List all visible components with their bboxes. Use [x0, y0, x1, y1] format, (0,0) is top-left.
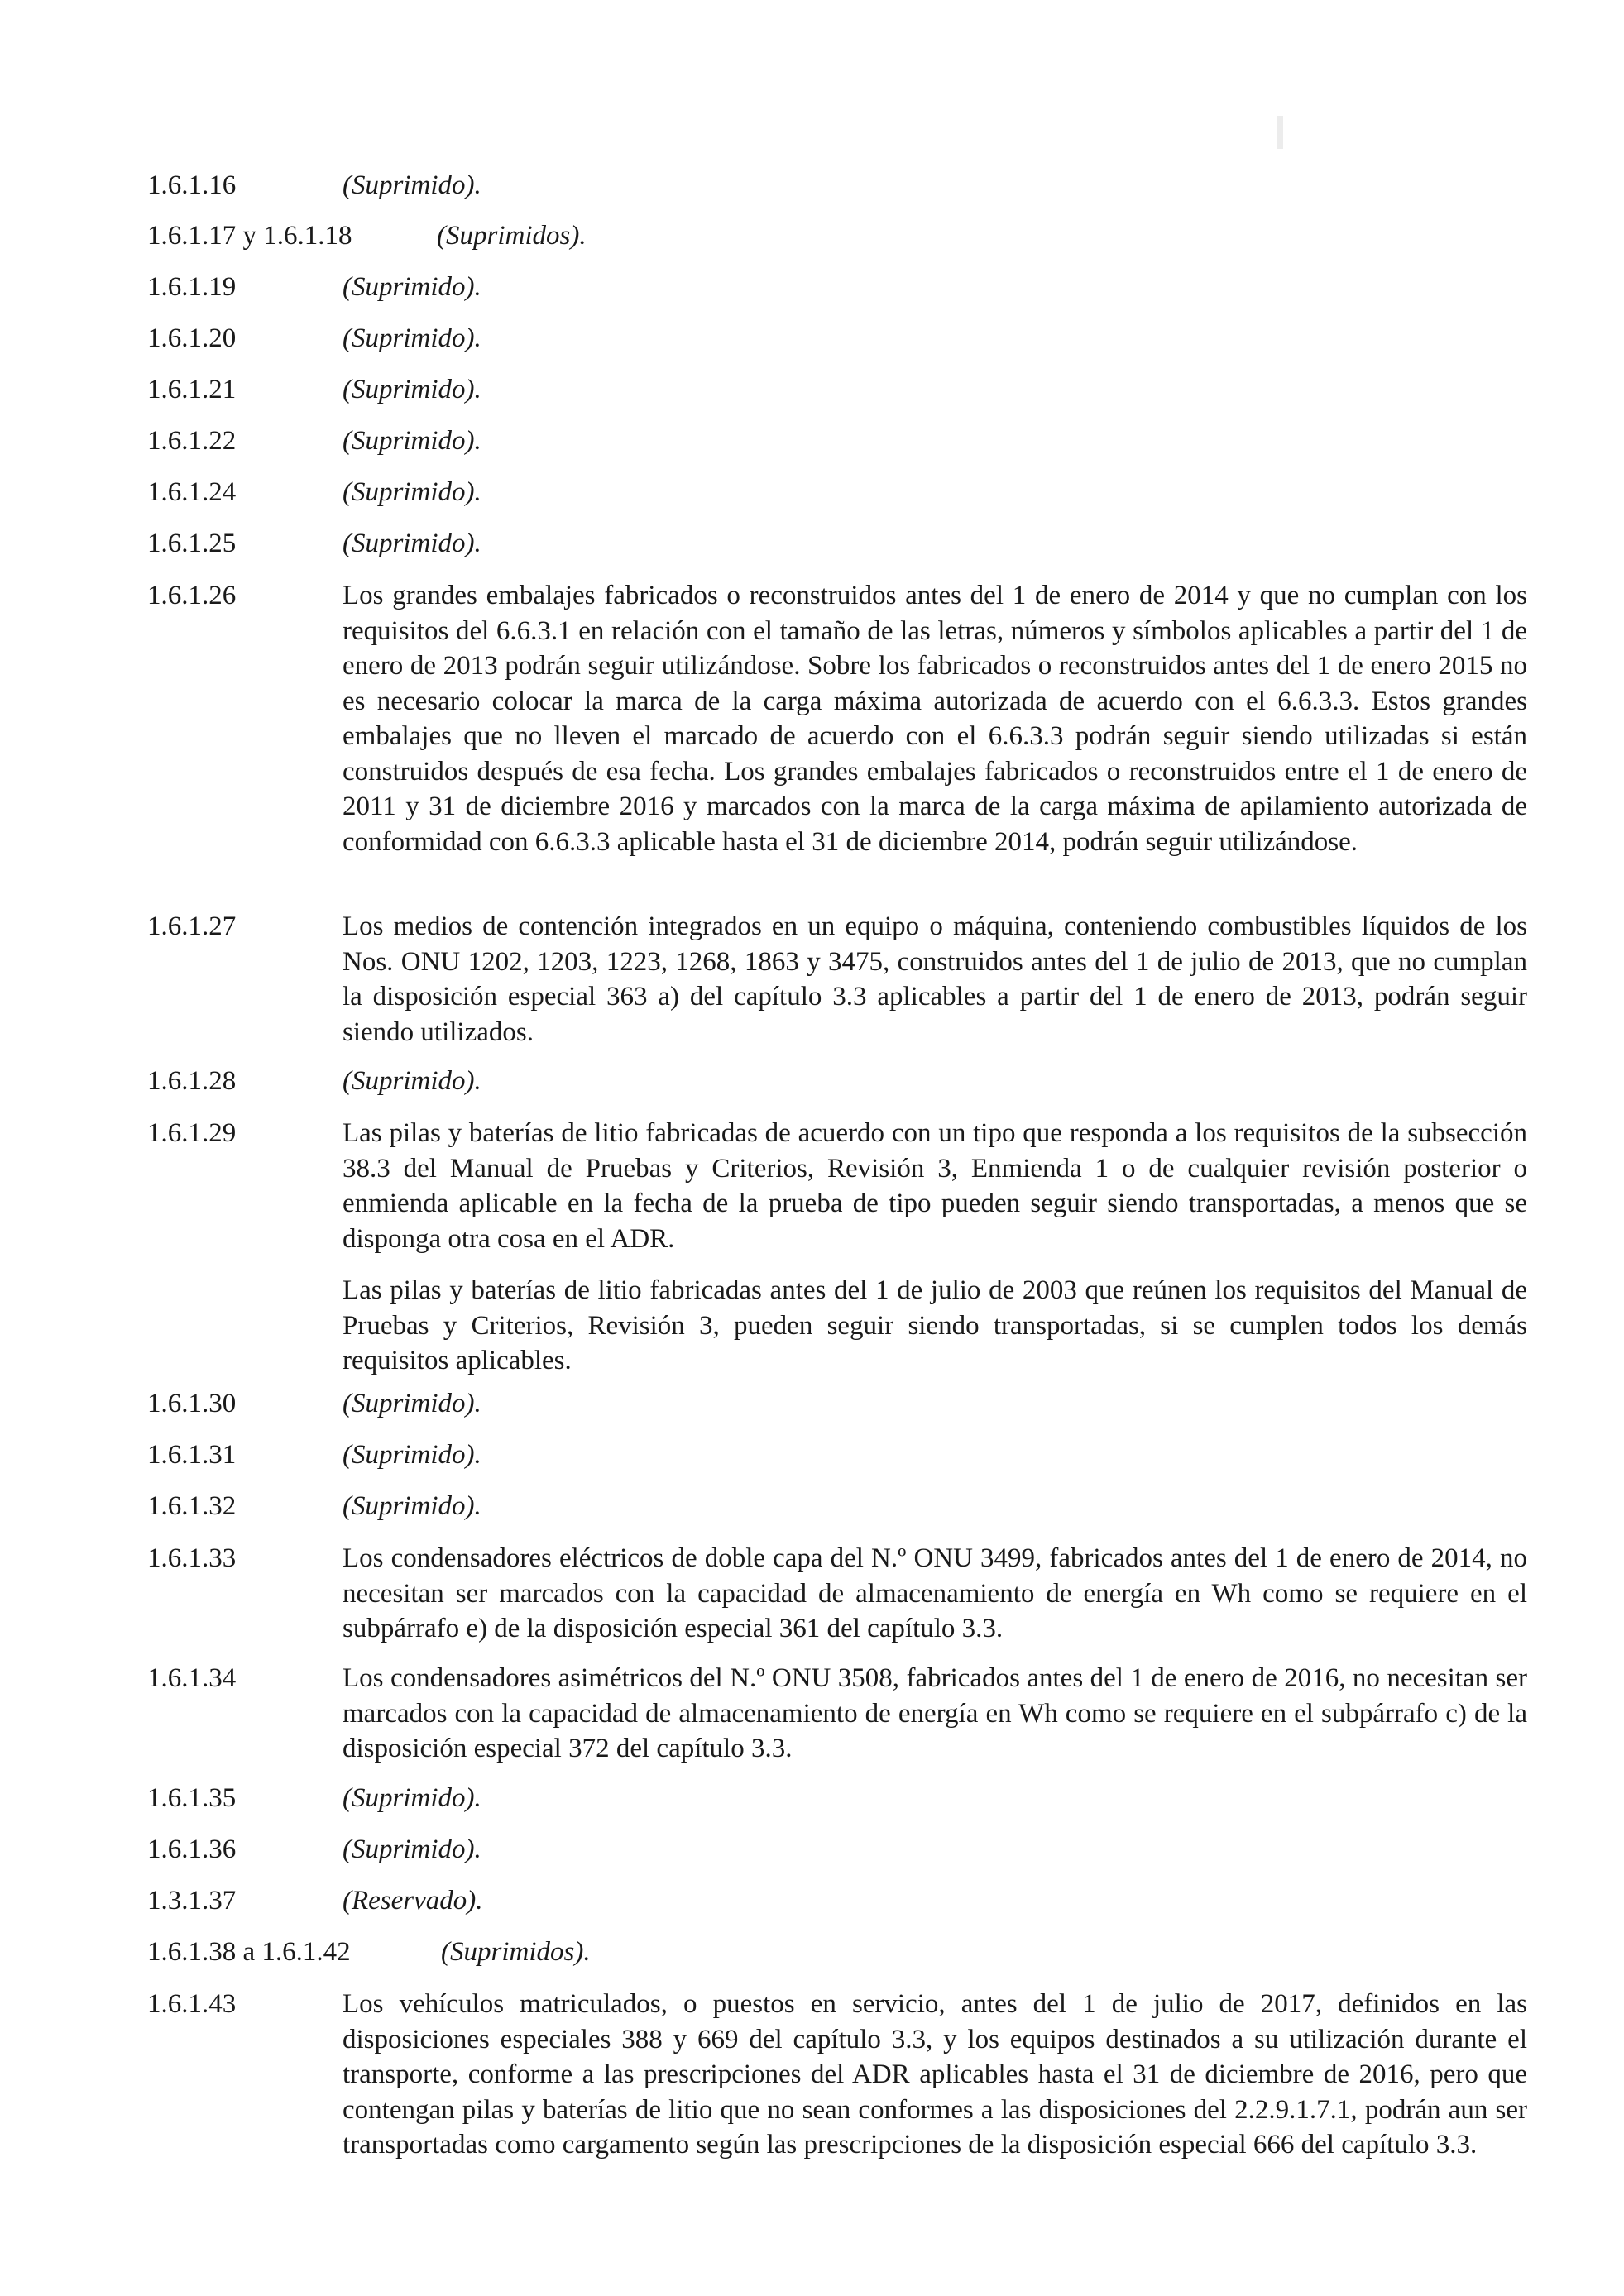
entry-number: 1.6.1.27	[147, 911, 237, 941]
entry-1-6-1-31	[147, 1437, 1527, 1473]
entry-1-3-1-37	[147, 1883, 1527, 1919]
entry-1-6-1-26	[147, 578, 1527, 859]
entry-paragraph: Los medios de contención integrados en un equipo o máquina, conteniendo combustibles líquidos de los Nos. ONU 1202, 1203, 1223, 1268, 1863 y 3475, construidos antes del 1 de julio de 2013, que no cumplan la disposición especial 363 a) del capítulo 3.3 aplicables a partir del 1 de enero de 2013, podrán seguir siendo utilizados.	[343, 911, 1527, 1047]
entry-number: 1.6.1.21	[147, 375, 237, 404]
entry-text: (Suprimido).	[343, 1389, 481, 1418]
entry-1-6-1-30	[147, 1386, 1527, 1422]
entry-text: (Suprimido).	[343, 1440, 481, 1470]
entry-text: (Suprimido).	[343, 1066, 481, 1096]
entry-number: 1.6.1.36	[147, 1834, 237, 1864]
entry-1-6-1-32	[147, 1489, 1527, 1524]
entry-1-6-1-43	[147, 1987, 1527, 2163]
entry-text: (Reservado).	[343, 1886, 483, 1916]
entry-1-6-1-22	[147, 423, 1527, 459]
entry-text: (Suprimido).	[343, 272, 481, 302]
entry-1-6-1-20	[147, 321, 1527, 356]
entry-paragraph: Las pilas y baterías de litio fabricadas antes del 1 de julio de 2003 que reúnen los requisitos del Manual de Pruebas y Criterios, Revisión 3, pueden seguir siendo transportadas, si se cumplen todos los demás requisitos aplicables.	[343, 1275, 1527, 1375]
entry-1-6-1-21	[147, 372, 1527, 408]
entry-text: (Suprimido).	[343, 375, 481, 404]
entry-1-6-1-38-42	[147, 1935, 1527, 1970]
entry-1-6-1-34	[147, 1661, 1527, 1767]
entry-1-6-1-16	[147, 168, 1527, 203]
entry-text: (Suprimidos).	[437, 221, 587, 251]
entry-number: 1.6.1.33	[147, 1543, 237, 1573]
entry-paragraph: Las pilas y baterías de litio fabricadas de acuerdo con un tipo que responda a los requisitos de la subsección 38.3 del Manual de Pruebas y Criterios, Revisión 3, Enmienda 1 o de cualquier revisión posterior o enmienda aplicable en la fecha de la prueba de tipo pueden seguir siendo transportadas, a menos que se disponga otra cosa en el ADR.	[343, 1118, 1527, 1254]
entry-number: 1.6.1.32	[147, 1491, 237, 1521]
entry-1-6-1-33	[147, 1541, 1527, 1647]
entry-1-6-1-36	[147, 1832, 1527, 1868]
entry-number: 1.6.1.24	[147, 477, 237, 507]
entry-1-6-1-24	[147, 475, 1527, 510]
entry-number: 1.6.1.25	[147, 529, 237, 558]
entry-paragraph: Los vehículos matriculados, o puestos en servicio, antes del 1 de julio de 2017, definidos en las disposiciones especiales 388 y 669 del capítulo 3.3, y los equipos destinados a su utilización durante el transporte, conforme a las prescripciones del ADR aplicables hasta el 31 de diciembre de 2016, pero que contengan pilas y baterías de litio que no sean conformes a las disposiciones del 2.2.9.1.7.1, podrán aun ser transportadas como cargamento según las prescripciones de la disposición especial 666 del capítulo 3.3.	[343, 1989, 1527, 2160]
entry-1-6-1-28	[147, 1064, 1527, 1099]
entry-number: 1.6.1.19	[147, 272, 237, 302]
entry-text: (Suprimido).	[343, 323, 481, 353]
entry-number: 1.6.1.29	[147, 1118, 237, 1148]
entry-number: 1.6.1.20	[147, 323, 237, 353]
entry-1-6-1-35	[147, 1781, 1527, 1816]
entry-paragraph: Los condensadores eléctricos de doble capa del N.º ONU 3499, fabricados antes del 1 de enero de 2014, no necesitan ser marcados con la capacidad de almacenamiento de energía en Wh como se requiere en el subpárrafo e) de la disposición especial 361 del capítulo 3.3.	[343, 1543, 1527, 1643]
entry-number: 1.6.1.35	[147, 1783, 237, 1813]
entry-1-6-1-17-18	[147, 218, 1527, 254]
entry-text: (Suprimido).	[343, 1783, 481, 1813]
entry-number: 1.3.1.37	[147, 1886, 237, 1916]
scan-artifact	[1277, 116, 1283, 149]
entry-paragraph: Los condensadores asimétricos del N.º ONU 3508, fabricados antes del 1 de enero de 2016, no necesitan ser marcados con la capacidad de almacenamiento de energía en Wh como se requiere en el subpárrafo c) de la disposición especial 372 del capítulo 3.3.	[343, 1663, 1527, 1763]
entry-number: 1.6.1.22	[147, 426, 237, 456]
entry-text: (Suprimido).	[343, 170, 481, 200]
entry-number: 1.6.1.17 y 1.6.1.18	[147, 221, 352, 251]
entry-text: (Suprimido).	[343, 426, 481, 456]
entry-number: 1.6.1.43	[147, 1989, 237, 2019]
entry-text: (Suprimidos).	[441, 1937, 591, 1967]
entry-number: 1.6.1.16	[147, 170, 237, 200]
entry-paragraph: Los grandes embalajes fabricados o reconstruidos antes del 1 de enero de 2014 y que no cumplan con los requisitos del 6.6.3.1 en relación con el tamaño de las letras, números y símbolos aplicables a partir del 1 de enero de 2013 podrán seguir utilizándose. Sobre los fabricados o reconstruidos antes del 1 de enero 2015 no es necesario colocar la marca de la carga máxima autorizada de acuerdo con el 6.6.3.3. Estos grandes embalajes que no lleven el marcado de acuerdo con el 6.6.3.3 podrán seguir siendo utilizadas si están construidos después de esa fecha. Los grandes embalajes fabricados o reconstruidos entre el 1 de enero de 2011 y 31 de diciembre 2016 y marcados con la marca de la carga máxima de apilamiento autorizada de conformidad con 6.6.3.3 aplicable hasta el 31 de diciembre 2014, podrán seguir utilizándose.	[343, 581, 1527, 857]
entry-number: 1.6.1.38 a 1.6.1.42	[147, 1937, 351, 1967]
entry-text: (Suprimido).	[343, 529, 481, 558]
entry-1-6-1-29	[147, 1116, 1527, 1379]
entry-1-6-1-19	[147, 270, 1527, 305]
entry-number: 1.6.1.28	[147, 1066, 237, 1096]
entry-text: (Suprimido).	[343, 1834, 481, 1864]
entry-text: (Suprimido).	[343, 477, 481, 507]
entry-number: 1.6.1.26	[147, 581, 237, 610]
entry-number: 1.6.1.34	[147, 1663, 237, 1693]
entry-1-6-1-25	[147, 526, 1527, 562]
entry-1-6-1-27	[147, 909, 1527, 1050]
entry-number: 1.6.1.30	[147, 1389, 237, 1418]
entry-text: (Suprimido).	[343, 1491, 481, 1521]
entry-number: 1.6.1.31	[147, 1440, 237, 1470]
